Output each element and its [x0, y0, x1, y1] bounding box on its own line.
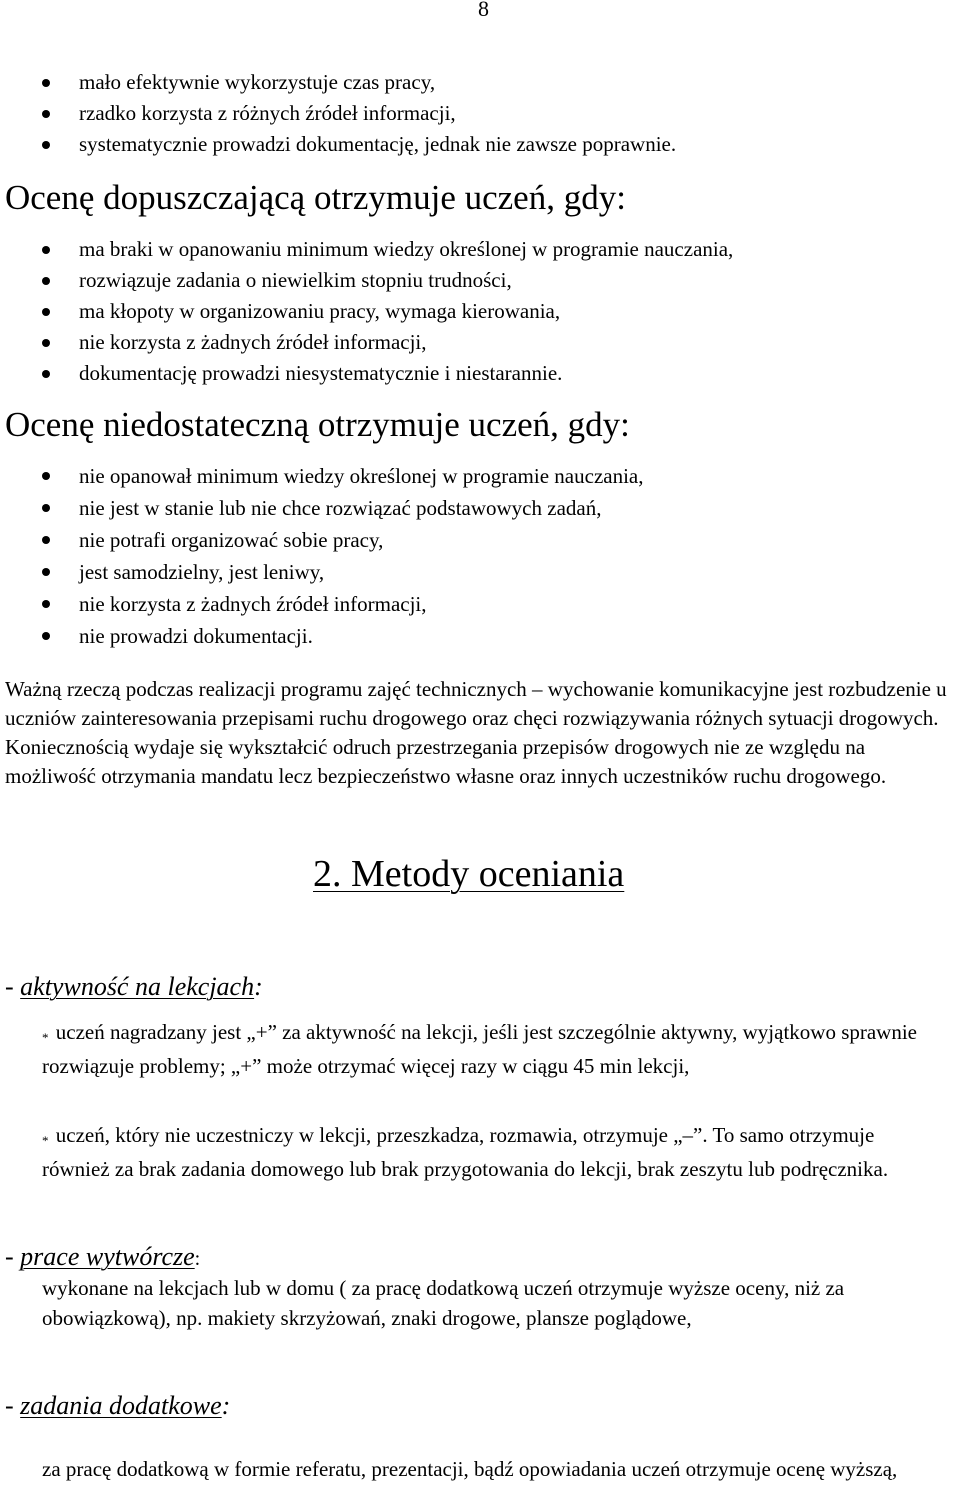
list-item: ma braki w opanowaniu minimum wiedzy określonej w programie nauczania, — [0, 234, 733, 265]
section-title: 2. Metody oceniania — [313, 853, 625, 895]
list-niedostateczna — [0, 460, 644, 652]
list-item: nie prowadzi dokumentacji. — [0, 620, 644, 652]
category-label: zadania dodatkowe — [20, 1391, 222, 1420]
list-item: nie korzysta z żadnych źródeł informacji, — [0, 327, 733, 358]
aktywnosc-item-minus — [42, 1121, 942, 1184]
list-item: rzadko korzysta z różnych źródeł informacji, — [0, 98, 676, 129]
list-top — [0, 67, 676, 160]
list-item: jest samodzielny, jest leniwy, — [0, 556, 644, 588]
category-aktywnosc — [5, 971, 263, 1003]
heading-niedostateczna: Ocenę niedostateczną otrzymuje uczeń, gdy: — [5, 405, 630, 444]
category-prefix: - — [5, 1242, 21, 1271]
category-zadania — [5, 1390, 230, 1422]
category-suffix: : — [254, 972, 263, 1001]
list-item: rozwiązuje zadania o niewielkim stopniu trudności, — [0, 265, 733, 296]
asterisk-icon: * — [42, 1030, 49, 1045]
list-item: mało efektywnie wykorzystuje czas pracy, — [0, 67, 676, 98]
asterisk-icon: * — [42, 1133, 49, 1148]
heading-dopuszczajaca: Ocenę dopuszczającą otrzymuje uczeń, gdy: — [5, 178, 626, 217]
zadania-text: za pracę dodatkową w formie referatu, prezentacji, bądź opowiadania uczeń otrzymuje ocenę wyższą, — [42, 1457, 898, 1481]
paragraph-important: Ważną rzeczą podczas realizacji programu zajęć technicznych – wychowanie komunikacyjne jest rozbudzenie u uczniów zainteresowania przepisami ruchu drogowego oraz chęci rozwiązywania różnych sytuacji drogowych. Koniecznością wydaje się wykształcić odruch przestrzegania przepisów drogowych nie ze względu na możliwość otrzymania mandatu lecz bezpieczeństwo własne oraz innych uczestników ruchu drogowego. — [5, 677, 947, 788]
list-item: nie opanował minimum wiedzy określonej w programie nauczania, — [0, 460, 644, 492]
list-item: nie potrafi organizować sobie pracy, — [0, 524, 644, 556]
item-text: uczeń nagradzany jest „+” za aktywność na lekcji, jeśli jest szczególnie aktywny, wyjątkowo sprawnie rozwiązuje problemy; „+” może otrzymać więcej razy w ciągu 45 min lekcji, — [42, 1020, 917, 1078]
item-text: uczeń, który nie uczestniczy w lekcji, przeszkadza, rozmawia, otrzymuje „–”. To samo otrzymuje również za brak zadania domowego lub brak przygotowania do lekcji, brak zeszytu lub podręcznika. — [42, 1123, 889, 1181]
category-prefix: - — [5, 1391, 21, 1420]
list-item: systematycznie prowadzi dokumentację, jednak nie zawsze poprawnie. — [0, 129, 676, 160]
category-prace — [5, 1241, 200, 1275]
list-item: nie jest w stanie lub nie chce rozwiązać podstawowych zadań, — [0, 492, 644, 524]
category-suffix: : — [194, 1248, 201, 1270]
list-item: nie korzysta z żadnych źródeł informacji, — [0, 588, 644, 620]
category-label: aktywność na lekcjach — [20, 972, 255, 1001]
list-item: dokumentację prowadzi niesystematycznie i niestarannie. — [0, 358, 733, 389]
category-label: prace wytwórcze — [20, 1242, 195, 1271]
category-prefix: - — [5, 972, 21, 1001]
page-number: 8 — [478, 0, 489, 21]
prace-text: wykonane na lekcjach lub w domu ( za pracę dodatkową uczeń otrzymuje wyższe oceny, niż za obowiązkową), np. makiety skrzyżowań, znaki drogowe, plansze poglądowe, — [42, 1276, 845, 1330]
category-suffix: : — [221, 1391, 231, 1420]
list-item: ma kłopoty w organizowaniu pracy, wymaga kierowania, — [0, 296, 733, 327]
aktywnosc-item-plus — [42, 1018, 942, 1081]
list-dopuszczajaca — [0, 234, 733, 389]
